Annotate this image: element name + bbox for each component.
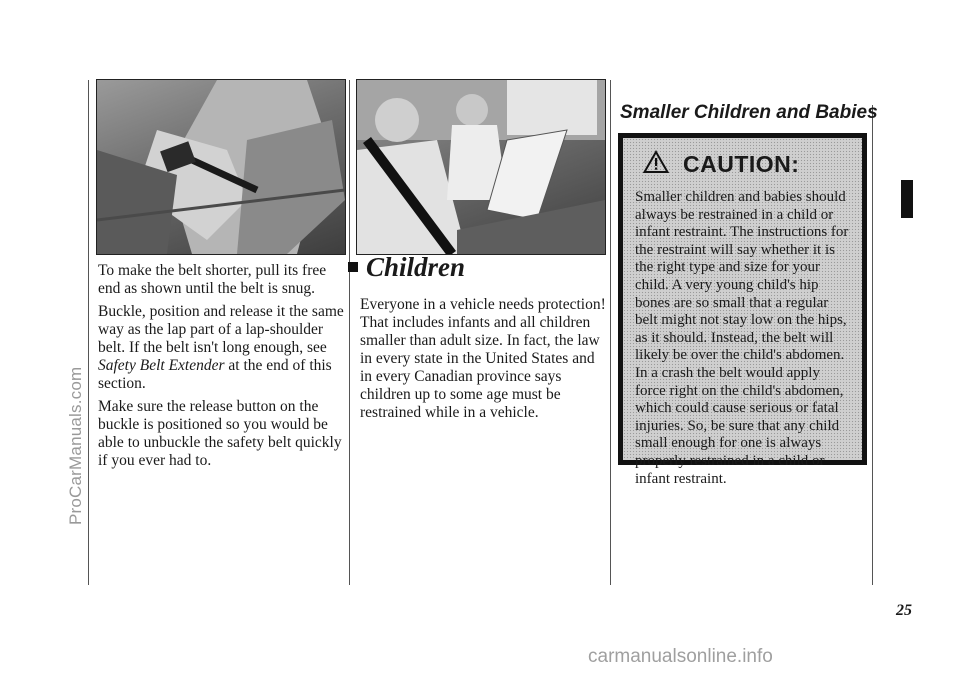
warning-triangle-icon <box>643 150 669 179</box>
left-column-text <box>98 262 346 475</box>
release-button-paragraph: Make sure the release button on the buckle is positioned so you would be able to unbuckle the safety belt quickly if you ever had to. <box>98 398 342 469</box>
footer-watermark-link[interactable]: carmanualsonline.info <box>588 646 773 667</box>
lap-belt-photo <box>96 79 346 255</box>
caution-header <box>643 150 852 179</box>
extender-sentence-end: at the end of this section. <box>98 357 332 392</box>
buckle-sentence: Buckle, position and release it the same way as the lap part of a lap-shoulder belt. <box>98 303 344 356</box>
caution-text: Smaller children and babies should always be restrained in a child or infant restraint. The instructions for the restraint will say whether it is the right type and size for your child. A very young child's hip bones are so small that a regular belt might not stay low on the hips, as it should. Instead, the belt will likely be over the child's abdomen. In a crash the belt would apply force right on the child's abdomen, which could cause serious or fatal injuries. So, be sure that any child small enough for one is always properly restrained in a child or infant restraint. <box>635 189 849 487</box>
side-watermark: ProCarManuals.com <box>66 366 85 525</box>
square-bullet-icon <box>348 262 358 272</box>
middle-column-text <box>360 296 608 427</box>
column-rule-right <box>610 80 611 585</box>
children-paragraph: Everyone in a vehicle needs protection! That includes infants and all children smaller than adult size. In fact, the law in every state in the United States and in every Canadian province says children up to some age must be restrained while in a vehicle. <box>360 296 606 421</box>
caution-panel <box>623 138 862 487</box>
belt-shorter-paragraph: To make the belt shorter, pull its free end as shown until the belt is snug. <box>98 262 327 297</box>
smaller-children-heading: Smaller Children and Babies <box>620 102 878 123</box>
caution-title: CAUTION: <box>683 151 800 177</box>
children-photo <box>356 79 606 255</box>
column-rule-far-right <box>872 105 873 585</box>
safety-belt-extender-reference: Safety Belt Extender <box>98 357 225 374</box>
column-rule-left <box>88 80 89 585</box>
children-heading <box>348 252 465 283</box>
section-tab-marker <box>901 180 913 218</box>
page-number: 25 <box>896 602 912 619</box>
buckle-paragraph <box>98 303 346 393</box>
extender-sentence-start: If the belt isn't long enough, see <box>129 339 327 356</box>
caution-box <box>618 133 867 487</box>
column-rule-middle <box>349 80 350 585</box>
children-heading-text: Children <box>366 252 466 282</box>
